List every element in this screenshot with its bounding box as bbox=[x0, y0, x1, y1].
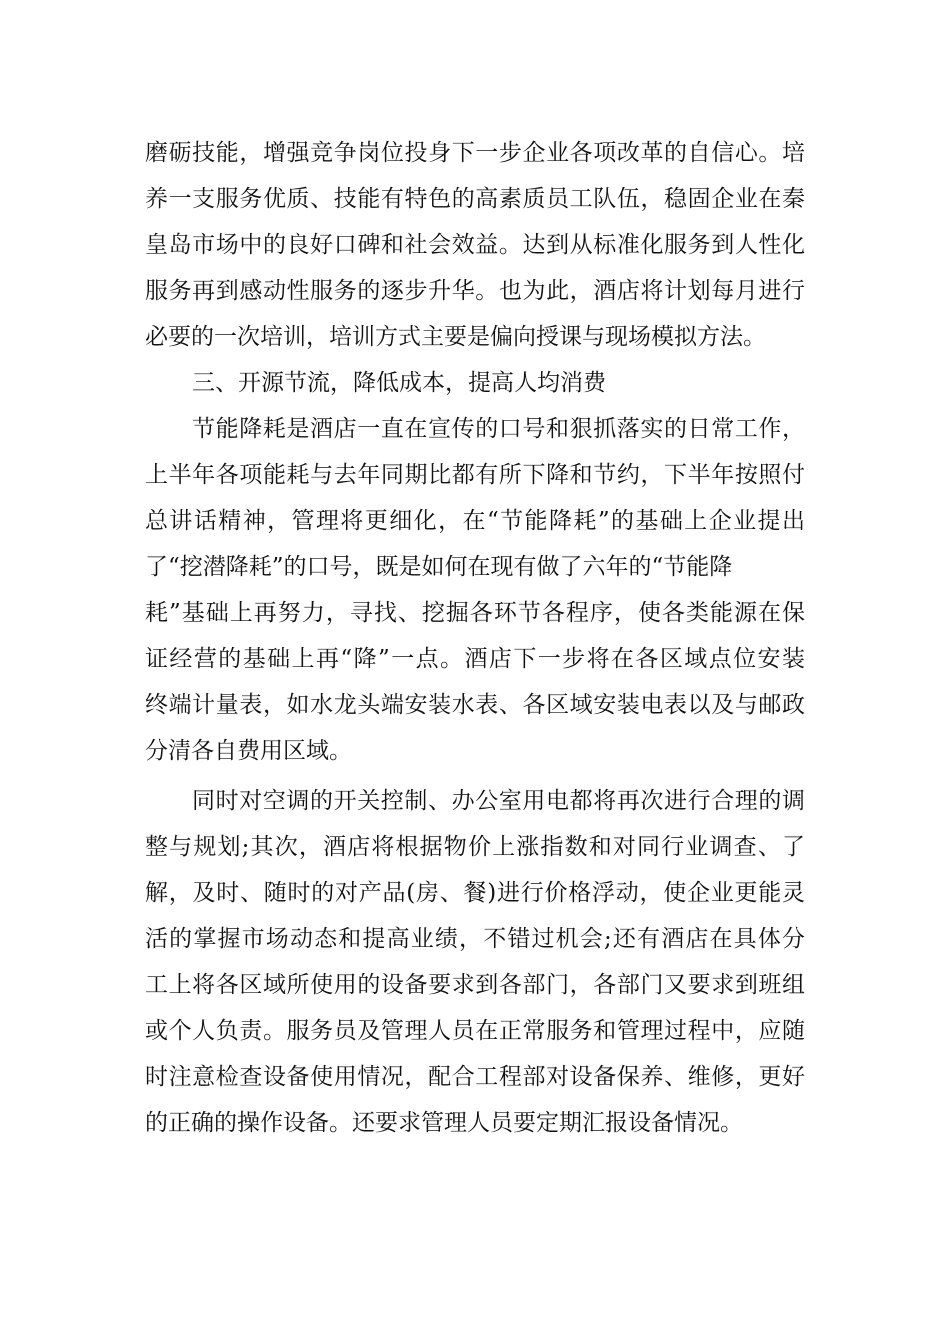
text-line: 磨砺技能，增强竞争岗位投身下一步企业各项改革的自信心。培 bbox=[145, 140, 805, 166]
text-line: 上半年各项能耗与去年同期比都有所下降和节约，下半年按照付 bbox=[145, 462, 805, 488]
text-line: 皇岛市场中的良好口碑和社会效益。达到从标准化服务到人性化 bbox=[145, 232, 805, 258]
section-heading: 三、开源节流，降低成本，提高人均消费 bbox=[192, 370, 606, 396]
text-line: 了“挖潜降耗”的口号，既是如何在现有做了六年的“节能降 bbox=[145, 554, 733, 580]
text-line: 终端计量表，如水龙头端安装水表、各区域安装电表以及与邮政 bbox=[145, 692, 805, 718]
text-line: 服务再到感动性服务的逐步升华。也为此，酒店将计划每月进行 bbox=[145, 278, 805, 304]
text-line: 养一支服务优质、技能有特色的高素质员工队伍，稳固企业在秦 bbox=[145, 186, 805, 212]
text-line: 同时对空调的开关控制、办公室用电都将再次进行合理的调 bbox=[192, 788, 805, 814]
text-line: 总讲话精神，管理将更细化，在“节能降耗”的基础上企业提出 bbox=[145, 508, 805, 534]
text-line: 耗”基础上再努力，寻找、挖掘各环节各程序，使各类能源在保 bbox=[145, 600, 805, 626]
text-line: 活的掌握市场动态和提高业绩，不错过机会;还有酒店在具体分 bbox=[145, 926, 805, 952]
text-line: 解，及时、随时的对产品(房、餐)进行价格浮动，使企业更能灵 bbox=[145, 880, 805, 906]
text-line: 的正确的操作设备。还要求管理人员要定期汇报设备情况。 bbox=[145, 1110, 743, 1136]
text-line: 时注意检查设备使用情况，配合工程部对设备保养、维修，更好 bbox=[145, 1064, 805, 1090]
text-line: 整与规划;其次，酒店将根据物价上涨指数和对同行业调查、了 bbox=[145, 834, 805, 860]
text-line: 工上将各区域所使用的设备要求到各部门，各部门又要求到班组 bbox=[145, 972, 805, 998]
text-line: 节能降耗是酒店一直在宣传的口号和狠抓落实的日常工作， bbox=[192, 416, 805, 442]
document-body bbox=[145, 130, 805, 1146]
text-line: 或个人负责。服务员及管理人员在正常服务和管理过程中，应随 bbox=[145, 1018, 805, 1044]
text-line: 分清各自费用区域。 bbox=[145, 738, 352, 764]
text-line: 证经营的基础上再“降”一点。酒店下一步将在各区域点位安装 bbox=[145, 646, 805, 672]
text-line: 必要的一次培训，培训方式主要是偏向授课与现场模拟方法。 bbox=[145, 324, 766, 350]
